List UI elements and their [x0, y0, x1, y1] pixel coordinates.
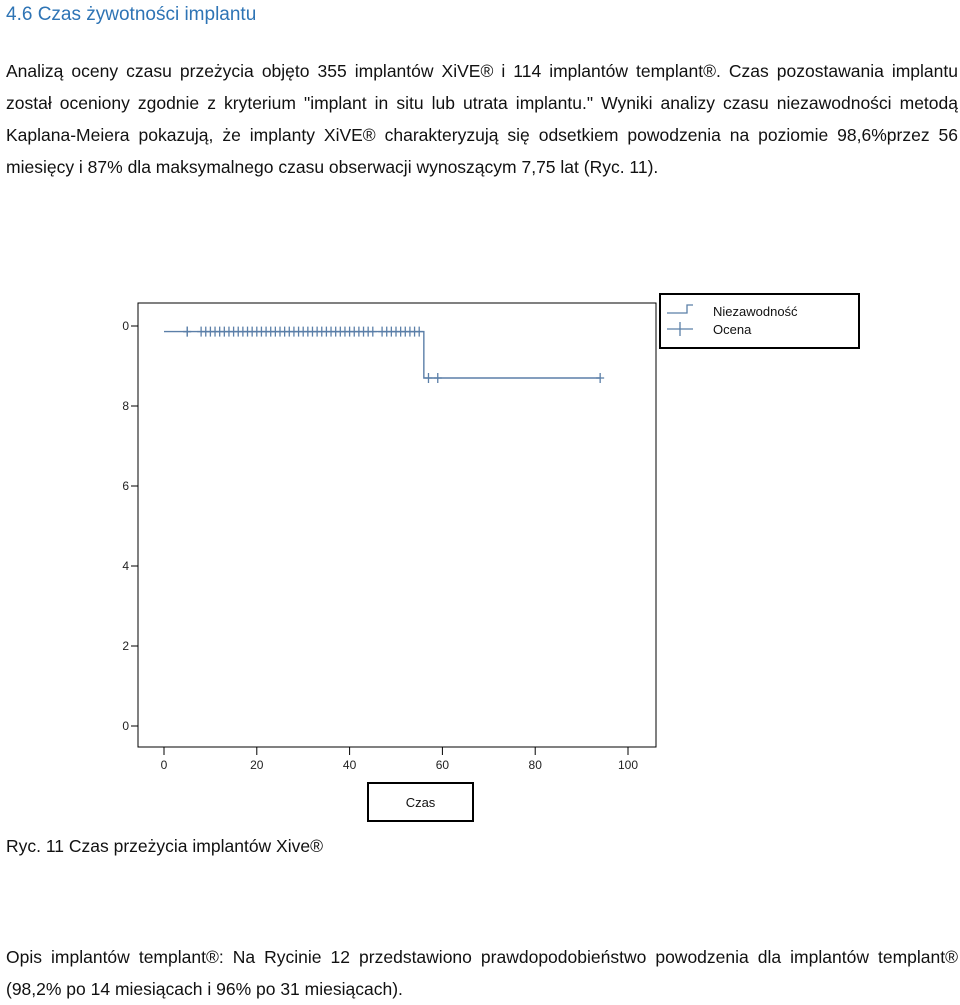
- x-tick-label: 100: [617, 758, 639, 772]
- chart-legend: [659, 293, 860, 349]
- section-heading: 4.6 Czas żywotności implantu: [6, 4, 257, 25]
- y-tick-label: 0: [122, 719, 129, 733]
- paragraph-templant-description: Opis implantów templant®: Na Rycinie 12 przedstawiono prawdopodobieństwo powodzenia dla implantów templant® (98,2% po 14 miesiącach i 96% po 31 miesiącach).: [6, 947, 958, 999]
- y-tick-label: 6: [122, 479, 129, 493]
- legend-label-estimate: Ocena: [713, 322, 752, 337]
- x-tick-label: 20: [250, 758, 264, 772]
- y-tick-label: 8: [122, 399, 129, 413]
- x-axis-label: Czas: [367, 782, 474, 822]
- kaplan-meier-figure: [0, 280, 960, 840]
- plot-frame: [138, 303, 656, 747]
- legend-label-reliability: Niezawodność: [713, 304, 798, 319]
- y-tick-label: 0: [122, 319, 129, 333]
- legend-line-symbol: [667, 305, 693, 313]
- x-tick-label: 0: [160, 758, 168, 772]
- x-tick-label: 40: [342, 758, 357, 772]
- x-tick-label: 60: [435, 758, 450, 772]
- x-tick-label: 80: [528, 758, 542, 772]
- kaplan-meier-chart: [0, 280, 960, 840]
- figure-caption: Ryc. 11 Czas przeżycia implantów Xive®: [6, 836, 323, 856]
- legend-symbols: [661, 295, 721, 347]
- paragraph-survival-analysis: Analizą oceny czasu przeżycia objęto 355 implantów XiVE® i 114 implantów templant®. Czas pozostawania implantu został oceniony zgodnie z kryterium "implant in situ lub utrata implantu." Wyniki analizy czasu niezawodności metodą Kaplana-Meiera pokazują, że implanty XiVE® charakteryzują się odsetkiem powodzenia na poziomie 98,6%przez 56 miesięcy i 87% dla maksymalnego czasu obserwacji wynoszącym 7,75 lat (Ryc. 11).: [6, 61, 958, 177]
- y-tick-label: 2: [122, 639, 129, 653]
- y-tick-label: 4: [122, 559, 129, 573]
